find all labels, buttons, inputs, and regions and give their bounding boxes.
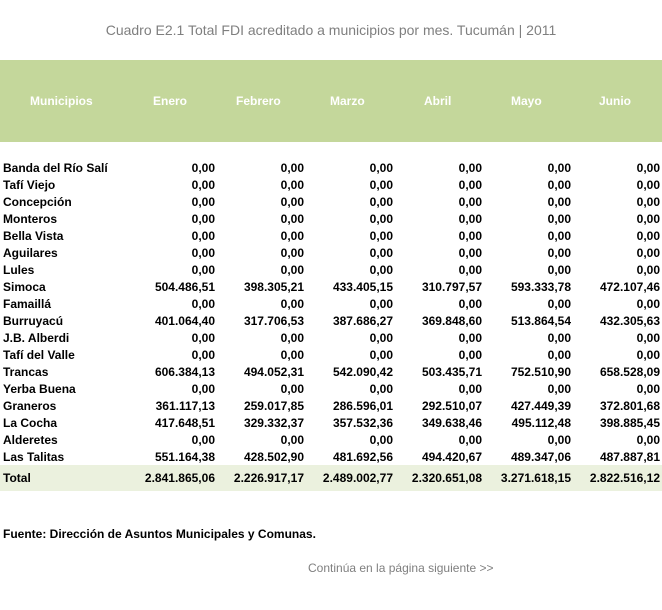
- table-row: [0, 176, 662, 193]
- data-table: [0, 159, 662, 465]
- month-value-cell: 0,00: [191, 177, 215, 192]
- month-value-cell: 398.885,45: [599, 415, 660, 430]
- month-value-cell: 752.510,90: [510, 364, 571, 379]
- month-value-cell: 0,00: [547, 381, 571, 396]
- municipio-name: Tafí del Valle: [3, 347, 75, 362]
- month-value-cell: 0,00: [280, 245, 304, 260]
- month-value-cell: 0,00: [458, 194, 482, 209]
- month-value-cell: 398.305,21: [243, 279, 304, 294]
- month-value-cell: 0,00: [547, 347, 571, 362]
- month-value-cell: 428.502,90: [243, 449, 304, 464]
- month-value-cell: 0,00: [636, 211, 660, 226]
- month-value-cell: 658.528,09: [599, 364, 660, 379]
- month-value-cell: 606.384,13: [154, 364, 215, 379]
- month-value-cell: 0,00: [458, 330, 482, 345]
- month-value-cell: 494.420,67: [421, 449, 482, 464]
- month-value-cell: 0,00: [369, 228, 393, 243]
- municipio-name: Aguilares: [3, 245, 58, 260]
- month-value-cell: 369.848,60: [421, 313, 482, 328]
- month-value-cell: 387.686,27: [332, 313, 393, 328]
- table-header: [0, 60, 662, 142]
- month-value-cell: 0,00: [280, 194, 304, 209]
- month-value-cell: 329.332,37: [243, 415, 304, 430]
- month-value-cell: 0,00: [280, 228, 304, 243]
- table-row: [0, 193, 662, 210]
- month-value-cell: 0,00: [369, 330, 393, 345]
- month-value-cell: 593.333,78: [510, 279, 571, 294]
- table-row: [0, 261, 662, 278]
- month-value-cell: 0,00: [280, 330, 304, 345]
- month-value-cell: 0,00: [547, 177, 571, 192]
- municipio-name: Lules: [3, 262, 35, 277]
- month-value-cell: 0,00: [191, 347, 215, 362]
- total-row: [0, 465, 662, 491]
- municipio-name: Trancas: [3, 364, 49, 379]
- month-value-cell: 0,00: [280, 262, 304, 277]
- table-row: [0, 159, 662, 176]
- month-value-cell: 432.305,63: [599, 313, 660, 328]
- month-value-cell: 542.090,42: [332, 364, 393, 379]
- month-value-cell: 0,00: [458, 432, 482, 447]
- table-title: Cuadro E2.1 Total FDI acreditado a municipios por mes. Tucumán | 2011: [105, 22, 557, 38]
- month-value-cell: 0,00: [369, 347, 393, 362]
- month-value-cell: 0,00: [636, 330, 660, 345]
- month-value-cell: 489.347,06: [510, 449, 571, 464]
- month-value-cell: 0,00: [547, 432, 571, 447]
- month-value-cell: 0,00: [369, 262, 393, 277]
- month-value-cell: 0,00: [636, 194, 660, 209]
- month-value-cell: 361.117,13: [155, 398, 215, 413]
- column-header-abril: Abril: [424, 94, 452, 108]
- table-row: [0, 244, 662, 261]
- month-value-cell: 0,00: [458, 381, 482, 396]
- month-value-cell: 0,00: [369, 245, 393, 260]
- month-value-cell: 487.887,81: [599, 449, 660, 464]
- month-value-cell: 0,00: [547, 262, 571, 277]
- month-value-cell: 0,00: [547, 211, 571, 226]
- month-value-cell: 0,00: [280, 381, 304, 396]
- month-value-cell: 0,00: [547, 160, 571, 175]
- month-value-cell: 0,00: [191, 432, 215, 447]
- municipio-name: Yerba Buena: [3, 381, 76, 396]
- month-value-cell: 349.638,46: [421, 415, 482, 430]
- month-value-cell: 259.017,85: [243, 398, 304, 413]
- month-value-cell: 0,00: [191, 262, 215, 277]
- table-row: [0, 295, 662, 312]
- month-value-cell: 417.648,51: [154, 415, 215, 430]
- month-value-cell: 0,00: [458, 262, 482, 277]
- municipio-name: Bella Vista: [3, 228, 64, 243]
- municipio-name: Tafí Viejo: [3, 177, 56, 192]
- month-value-cell: 0,00: [369, 432, 393, 447]
- municipio-name: J.B. Alberdi: [3, 330, 70, 345]
- month-value-cell: 0,00: [458, 347, 482, 362]
- table-row: [0, 329, 662, 346]
- month-value-cell: 0,00: [547, 296, 571, 311]
- month-value-cell: 0,00: [369, 211, 393, 226]
- total-junio: 2.822.516,12: [589, 471, 660, 485]
- month-value-cell: 0,00: [547, 194, 571, 209]
- month-value-cell: 0,00: [636, 177, 660, 192]
- municipio-name: Simoca: [3, 279, 46, 294]
- month-value-cell: 0,00: [636, 432, 660, 447]
- column-header-enero: Enero: [153, 94, 188, 108]
- table-row: [0, 414, 662, 431]
- month-value-cell: 372.801,68: [599, 398, 660, 413]
- month-value-cell: 0,00: [280, 211, 304, 226]
- total-mayo: 3.271.618,15: [500, 471, 571, 485]
- month-value-cell: 0,00: [547, 245, 571, 260]
- month-value-cell: 0,00: [369, 160, 393, 175]
- table-row: [0, 363, 662, 380]
- municipio-name: Famaillá: [3, 296, 52, 311]
- municipio-name: La Cocha: [3, 415, 58, 430]
- month-value-cell: 0,00: [636, 245, 660, 260]
- month-value-cell: 0,00: [280, 347, 304, 362]
- column-header-junio: Junio: [599, 94, 631, 108]
- month-value-cell: 0,00: [636, 228, 660, 243]
- municipio-name: Burruyacú: [3, 313, 64, 328]
- municipio-name: Concepción: [3, 194, 72, 209]
- table-row: [0, 448, 662, 465]
- month-value-cell: 0,00: [458, 296, 482, 311]
- month-value-cell: 0,00: [280, 296, 304, 311]
- month-value-cell: 317.706,53: [243, 313, 304, 328]
- month-value-cell: 357.532,36: [332, 415, 393, 430]
- month-value-cell: 0,00: [280, 160, 304, 175]
- continue-next-page-link[interactable]: Continúa en la página siguiente >>: [308, 561, 494, 575]
- month-value-cell: 0,00: [280, 432, 304, 447]
- total-label: Total: [3, 471, 31, 485]
- column-header-febrero: Febrero: [236, 94, 281, 108]
- month-value-cell: 0,00: [369, 381, 393, 396]
- month-value-cell: 0,00: [458, 228, 482, 243]
- month-value-cell: 503.435,71: [421, 364, 482, 379]
- month-value-cell: 504.486,51: [154, 279, 215, 294]
- month-value-cell: 292.510,07: [421, 398, 482, 413]
- month-value-cell: 0,00: [636, 381, 660, 396]
- month-value-cell: 481.692,56: [332, 449, 393, 464]
- municipio-name: Las Talitas: [3, 449, 65, 464]
- month-value-cell: 0,00: [369, 177, 393, 192]
- month-value-cell: 0,00: [280, 177, 304, 192]
- month-value-cell: 0,00: [369, 296, 393, 311]
- month-value-cell: 427.449,39: [510, 398, 571, 413]
- month-value-cell: 551.164,38: [154, 449, 215, 464]
- month-value-cell: 0,00: [458, 211, 482, 226]
- column-header-municipios: Municipios: [30, 94, 93, 108]
- municipio-name: Graneros: [3, 398, 57, 413]
- table-row: [0, 312, 662, 329]
- month-value-cell: 0,00: [458, 245, 482, 260]
- month-value-cell: 0,00: [636, 160, 660, 175]
- month-value-cell: 0,00: [547, 228, 571, 243]
- source-note: Fuente: Dirección de Asuntos Municipales y Comunas.: [3, 527, 316, 541]
- month-value-cell: 494.052,31: [243, 364, 304, 379]
- month-value-cell: 0,00: [547, 330, 571, 345]
- month-value-cell: 495.112,48: [511, 415, 571, 430]
- column-header-marzo: Marzo: [330, 94, 365, 108]
- month-value-cell: 0,00: [458, 160, 482, 175]
- month-value-cell: 0,00: [191, 211, 215, 226]
- month-value-cell: 0,00: [191, 296, 215, 311]
- column-header-mayo: Mayo: [511, 94, 542, 108]
- total-abril: 2.320.651,08: [411, 471, 482, 485]
- month-value-cell: 286.596,01: [332, 398, 393, 413]
- month-value-cell: 513.864,54: [510, 313, 571, 328]
- month-value-cell: 0,00: [191, 245, 215, 260]
- table-row: [0, 380, 662, 397]
- table-row: [0, 431, 662, 448]
- total-febrero: 2.226.917,17: [233, 471, 304, 485]
- table-row: [0, 227, 662, 244]
- table-row: [0, 397, 662, 414]
- month-value-cell: 310.797,57: [421, 279, 482, 294]
- total-enero: 2.841.865,06: [144, 471, 215, 485]
- month-value-cell: 0,00: [191, 194, 215, 209]
- month-value-cell: 472.107,46: [599, 279, 660, 294]
- table-row: [0, 346, 662, 363]
- month-value-cell: 0,00: [636, 296, 660, 311]
- month-value-cell: 0,00: [191, 381, 215, 396]
- month-value-cell: 0,00: [458, 177, 482, 192]
- month-value-cell: 0,00: [191, 228, 215, 243]
- month-value-cell: 0,00: [369, 194, 393, 209]
- month-value-cell: 433.405,15: [332, 279, 393, 294]
- municipio-name: Banda del Río Salí: [3, 160, 108, 175]
- month-value-cell: 0,00: [191, 330, 215, 345]
- month-value-cell: 0,00: [636, 347, 660, 362]
- month-value-cell: 401.064,40: [154, 313, 215, 328]
- month-value-cell: 0,00: [636, 262, 660, 277]
- total-marzo: 2.489.002,77: [322, 471, 393, 485]
- municipio-name: Alderetes: [3, 432, 58, 447]
- month-value-cell: 0,00: [191, 160, 215, 175]
- table-row: [0, 210, 662, 227]
- table-row: [0, 278, 662, 295]
- municipio-name: Monteros: [3, 211, 57, 226]
